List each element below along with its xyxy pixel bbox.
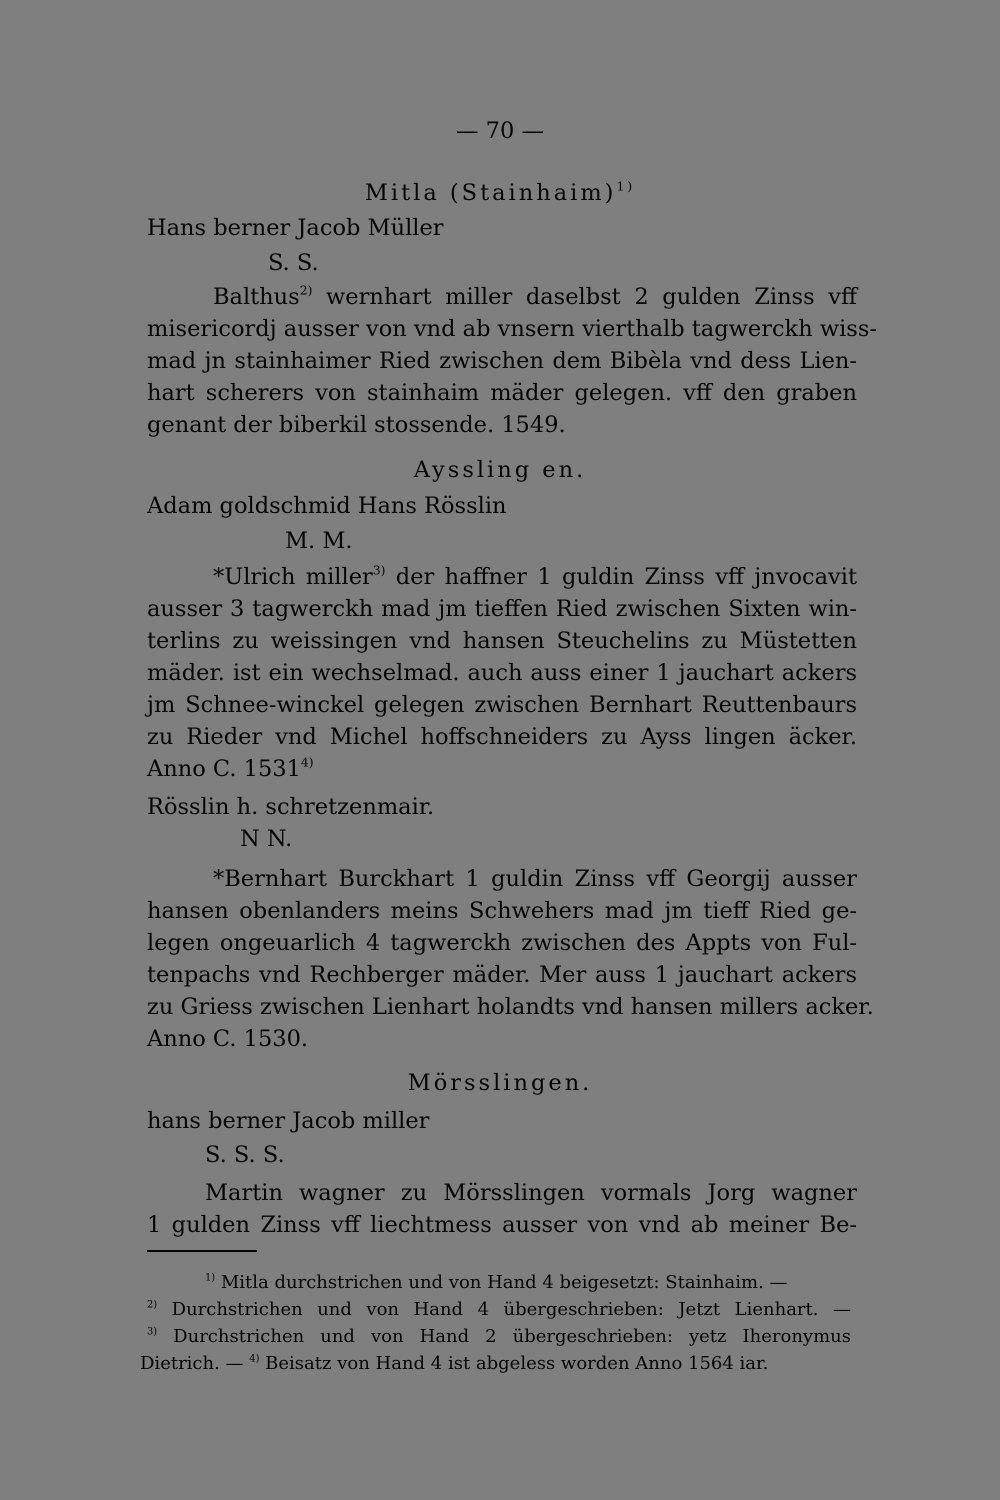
footnote-divider — [147, 1250, 257, 1252]
section-initials: S. S. S. — [205, 1142, 285, 1168]
paragraph-line: *Bernhart Burckhart 1 guldin Zinss vff Georgij ausser — [213, 866, 857, 892]
paragraph-line: mäder. ist ein wechselmad. auch auss einer 1 jauchart ackers — [147, 660, 857, 686]
footnote-ref: 1) — [616, 179, 636, 194]
section-names: Hans berner Jacob Müller — [147, 215, 444, 241]
section-initials: S. S. — [268, 250, 319, 276]
section-names: Rösslin h. schretzenmair. — [147, 794, 435, 820]
paragraph-line: tenpachs vnd Rechberger mäder. Mer auss 1 jauchart ackers — [147, 962, 857, 988]
footnote-ref: 3) — [372, 563, 386, 578]
paragraph-line: mad jn stainhaimer Ried zwischen dem Bibèla vnd dess Lien- — [147, 348, 857, 374]
section-heading-mitla: Mitla (Stainhaim)$^{1)}$ — [364, 179, 636, 206]
paragraph-line: Martin wagner zu Mörsslingen vormals Jorg wagner — [205, 1180, 857, 1206]
section-initials: N N. — [240, 826, 293, 852]
paragraph-line: misericordj ausser von vnd ab vnsern vierthalb tagwerckh wiss- — [147, 316, 877, 342]
paragraph-line: hansen obenlanders meins Schwehers mad jm tieff Ried ge- — [147, 898, 857, 924]
footnote-2: $^{2)}$ Durchstrichen und von Hand 4 übergeschrieben: Jetzt Lienhart. — — [147, 1299, 851, 1320]
paragraph-line: terlins zu weissingen vnd hansen Steuchelins zu Müstetten — [147, 628, 857, 654]
paragraph-line: *Ulrich miller$^{3)}$ der haffner 1 guldin Zinss vff jnvocavit — [213, 563, 857, 590]
section-heading-aysslingen: Ayssling en. — [413, 457, 587, 483]
paragraph-line: hart scherers von stainhaim mäder gelegen. vff den graben — [147, 380, 857, 406]
section-names: Adam goldschmid Hans Rösslin — [147, 493, 507, 519]
paragraph-line: jm Schnee-winckel gelegen zwischen Bernhart Reuttenbaurs — [147, 692, 857, 718]
paragraph-line: legen ongeuarlich 4 tagwerckh zwischen des Appts von Ful- — [147, 930, 857, 956]
paragraph-line: Balthus$^{2)}$ wernhart miller daselbst 2 gulden Zinss vff — [213, 283, 857, 310]
section-heading-moersslingen: Mörsslingen. — [407, 1070, 593, 1096]
footnote-3: $^{3)}$ Durchstrichen und von Hand 2 übergeschrieben: yetz Iheronymus — [147, 1326, 851, 1347]
footnote-1: $^{1)}$ Mitla durchstrichen und von Hand 4 beigesetzt: Stainhaim. — — [205, 1272, 788, 1293]
paragraph-line: 1 gulden Zinss vff liechtmess ausser von vnd ab meiner Be- — [147, 1212, 857, 1238]
footnote-ref: 4) — [300, 755, 314, 770]
paragraph-line: zu Rieder vnd Michel hoffschneiders zu Ayss lingen äcker. — [147, 724, 857, 750]
section-names: hans berner Jacob miller — [147, 1108, 430, 1134]
paragraph-line: genant der biberkil stossende. 1549. — [147, 412, 566, 438]
paragraph-line: Anno C. 1531$^{4)}$ — [147, 755, 314, 782]
section-initials: M. M. — [285, 528, 353, 554]
page-number: — 70 — — [456, 118, 544, 144]
footnote-ref: 2) — [299, 283, 313, 298]
footnote-4: Dietrich. — $^{4)}$ Beisatz von Hand 4 ist abgeless worden Anno 1564 iar. — [140, 1353, 769, 1374]
paragraph-line: ausser 3 tagwerckh mad jm tieffen Ried zwischen Sixten win- — [147, 596, 857, 622]
paragraph-line: Anno C. 1530. — [147, 1026, 309, 1052]
paragraph-line: zu Griess zwischen Lienhart holandts vnd hansen millers acker. — [147, 994, 874, 1020]
